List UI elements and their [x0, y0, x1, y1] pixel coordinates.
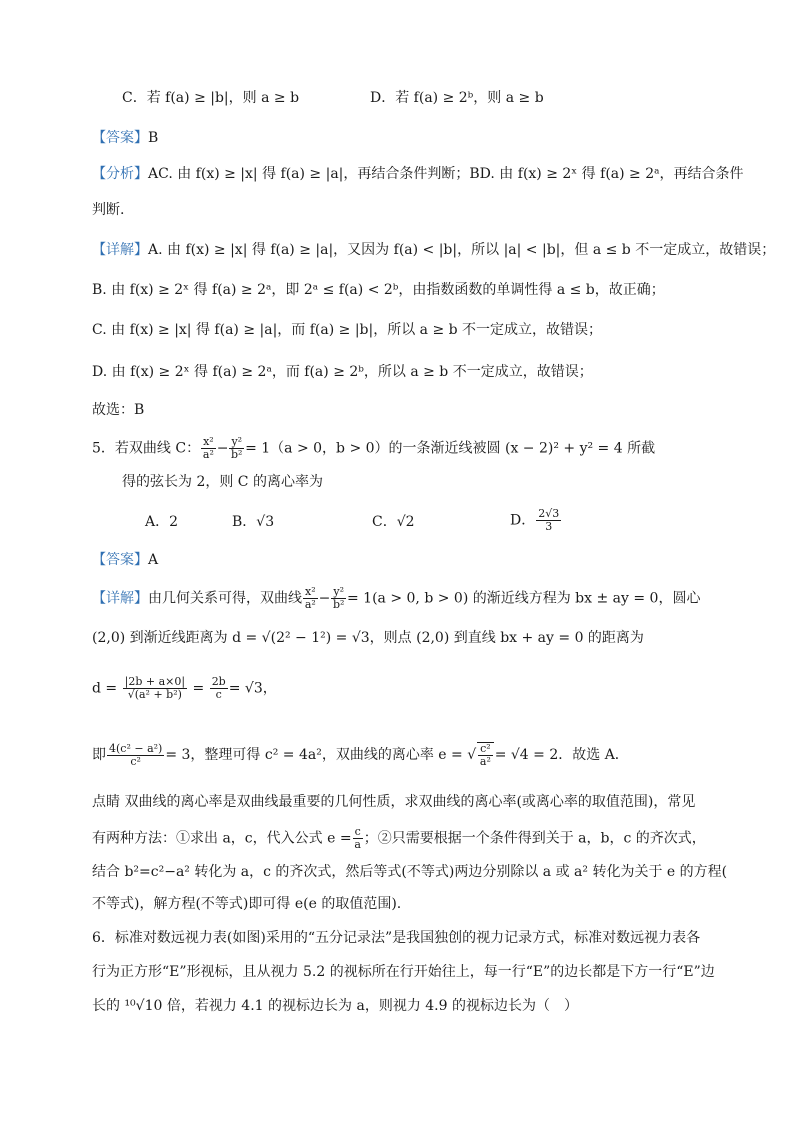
q4-analysis-line2: 判断. [92, 202, 125, 218]
frac-num: 2b [211, 675, 226, 688]
q4-answer [92, 128, 158, 148]
frac-num: y² [231, 435, 243, 448]
frac-den: a [354, 838, 361, 851]
frac-den: √(a² + b²) [127, 688, 182, 701]
fraction-2b-c [210, 676, 228, 701]
fraction-y2-b2 [229, 436, 244, 461]
q5-detail-line2: (2,0) 到渐近线距离为 d = √(2² − 1²) = √3，则点 (2,0) 到直线 bx + ay = 0 的距离为 [92, 630, 644, 646]
q5-option-c: C．√2 [372, 514, 415, 530]
frac-den: a² [479, 755, 491, 768]
analysis-tag: 【分析】 [92, 166, 148, 182]
q4-analysis-line1 [92, 164, 744, 184]
fraction-distance [123, 676, 187, 701]
fraction-c2-a2 [477, 742, 494, 768]
frac-num: c [354, 825, 361, 838]
detail-text: = √4 = 2．故选 A． [494, 747, 629, 763]
detail-text: = √3， [228, 680, 277, 697]
answer-tag: 【答案】 [92, 130, 148, 146]
q6-stem-line3: 长的 ¹⁰√10 倍，若视力 4.1 的视标边长为 a，则视力 4.9 的视标边长为（ ） [92, 998, 578, 1014]
fraction-c-a [353, 826, 363, 851]
frac-num: c² [480, 742, 491, 755]
analysis-text: AC. 由 f(x) ≥ |x| 得 f(a) ≥ |a|，再结合条件判断；BD. 由 f(x) ≥ 2ˣ 得 f(a) ≥ 2ᵃ，再结合条件 [148, 166, 744, 182]
detail-text: d = [92, 680, 118, 697]
q5-note-line1: 点睛 双曲线的离心率是双曲线最重要的几何性质，求双曲线的离心率(或离心率的取值范围)，常见 [92, 794, 696, 810]
q6-stem-line1: 6．标准对数远视力表(如图)采用的“五分记录法”是我国独创的视力记录方式，标准对数远视力表各 [92, 930, 701, 946]
q5-note-line3: 结合 b²=c²−a² 转化为 a，c 的齐次式，然后等式(不等式)两边分别除以 a 或 a² 转化为关于 e 的方程( [92, 864, 728, 880]
q5-detail-line4: 即 $\frac{\text{4(c² − a²)}}{\text{c²}}$ = 3，整理可得 c² = 4a²，双曲线的离心率 e = √ $\frac{\text{c²}}{\text{a²}}$ = √4 = 2．故选 A． [92, 741, 629, 768]
answer-tag: 【答案】 [92, 552, 148, 568]
fraction-2sqrt3-3 [536, 508, 561, 533]
frac-den: b² [231, 448, 243, 461]
frac-den: c² [130, 754, 141, 768]
fraction-x2-a2 [303, 586, 318, 611]
frac-num: x² [203, 435, 214, 448]
q5-stem-line2: 得的弦长为 2，则 C 的离心率为 [122, 474, 323, 490]
q4-detail-line2: B. 由 f(x) ≥ 2ˣ 得 f(a) ≥ 2ᵃ，即 2ᵃ ≤ f(a) < 2ᵇ，由指数函数的单调性得 a ≤ b，故正确； [92, 282, 665, 298]
frac-num: 4(c² − a²) [109, 741, 163, 755]
q5-stem-suffix: = 1（a > 0，b > 0）的一条渐近线被圆 (x − 2)² + y² = 4 所截 [245, 440, 656, 457]
q5-option-d [510, 508, 562, 533]
q4-detail-line3: C. 由 f(x) ≥ |x| 得 f(a) ≥ |a|，而 f(a) ≥ |b|，所以 a ≥ b 不一定成立，故错误； [92, 322, 603, 338]
note-text: 有两种方法：①求出 a，c，代入公式 e = [92, 830, 352, 847]
detail-tag: 【详解】 [92, 590, 148, 607]
frac-num: y² [333, 585, 344, 598]
detail-text: = 3，整理可得 c² = 4a²，双曲线的离心率 e = [165, 747, 463, 763]
detail-text: 即 [92, 747, 106, 763]
q5-option-b: B．√3 [232, 514, 275, 530]
frac-den: a² [202, 448, 214, 461]
q5-option-a: A．2 [145, 514, 179, 530]
q6-stem-line2: 行为正方形“E”形视标，且从视力 5.2 的视标所在行开始往上，每一行“E”的边长都是下方一行“E”边 [92, 964, 715, 980]
q5-detail-line3: d = $\frac{|2b + a\times 0|}{\text{√(a² + b²)}}$ = $\frac{2b}{c}$ = √3， [92, 675, 277, 701]
frac-num: 2√3 [538, 507, 560, 520]
detail-text: A. 由 f(x) ≥ |x| 得 f(a) ≥ |a|，又因为 f(a) < |b|，所以 |a| < |b|，但 a ≤ b 不一定成立，故错误； [148, 242, 776, 258]
q4-detail-line4: D. 由 f(x) ≥ 2ˣ 得 f(a) ≥ 2ᵃ，而 f(a) ≥ 2ᵇ，所以 a ≥ b 不一定成立，故错误； [92, 364, 593, 380]
frac-num: x² [305, 585, 316, 598]
note-text: ；②只需要根据一个条件得到关于 a，b，c 的齐次式， [363, 830, 706, 847]
fraction-4c2a2-c2 [107, 743, 164, 768]
option-d-label: D． [510, 512, 536, 529]
detail-tag: 【详解】 [92, 242, 148, 258]
frac-den: b² [332, 598, 345, 611]
answer-value: B [148, 130, 159, 146]
frac-den: c [215, 688, 222, 701]
frac-num: |2b + a×0| [124, 675, 186, 688]
q4-option-c: C．若 f(a) ≥ |b|，则 a ≥ b [122, 90, 300, 106]
q5-answer [92, 550, 158, 570]
detail-text: = 1(a > 0, b > 0) 的渐近线方程为 bx ± ay = 0，圆心 [346, 590, 701, 607]
q4-option-d: D．若 f(a) ≥ 2ᵇ，则 a ≥ b [370, 90, 544, 106]
q5-note-line4: 不等式)，解方程(不等式)即可得 e(e 的取值范围). [92, 896, 402, 912]
frac-den: 3 [545, 520, 553, 533]
q5-note-line2 [92, 826, 706, 851]
frac-den: a² [304, 598, 316, 611]
answer-value: A [148, 552, 159, 568]
detail-text: 由几何关系可得，双曲线 [148, 590, 302, 607]
q4-choose: 故选：B [92, 402, 145, 418]
fraction-y2-b2 [331, 586, 346, 611]
q5-stem-prefix: 5．若双曲线 C： [92, 440, 201, 457]
q5-detail-line1: 【详解】由几何关系可得，双曲线 $\frac{\text{x²}}{\text{a²}}$ − $\frac{\text{y²}}{\text{b²}}$ = 1(a > 0, b > 0) 的渐近线方程为 bx ± ay = 0，圆心 [92, 585, 701, 611]
q4-detail-line1 [92, 240, 775, 260]
fraction-x2-a2 [201, 436, 216, 461]
q5-stem-line1: 5．若双曲线 C： $\frac{\text{x²}}{\text{a²}}$ − $\frac{\text{y²}}{\text{b²}}$ = 1（a > 0，b > 0）的一条渐近线被圆 (x − 2)² + y² = 4 所截 [92, 435, 656, 461]
